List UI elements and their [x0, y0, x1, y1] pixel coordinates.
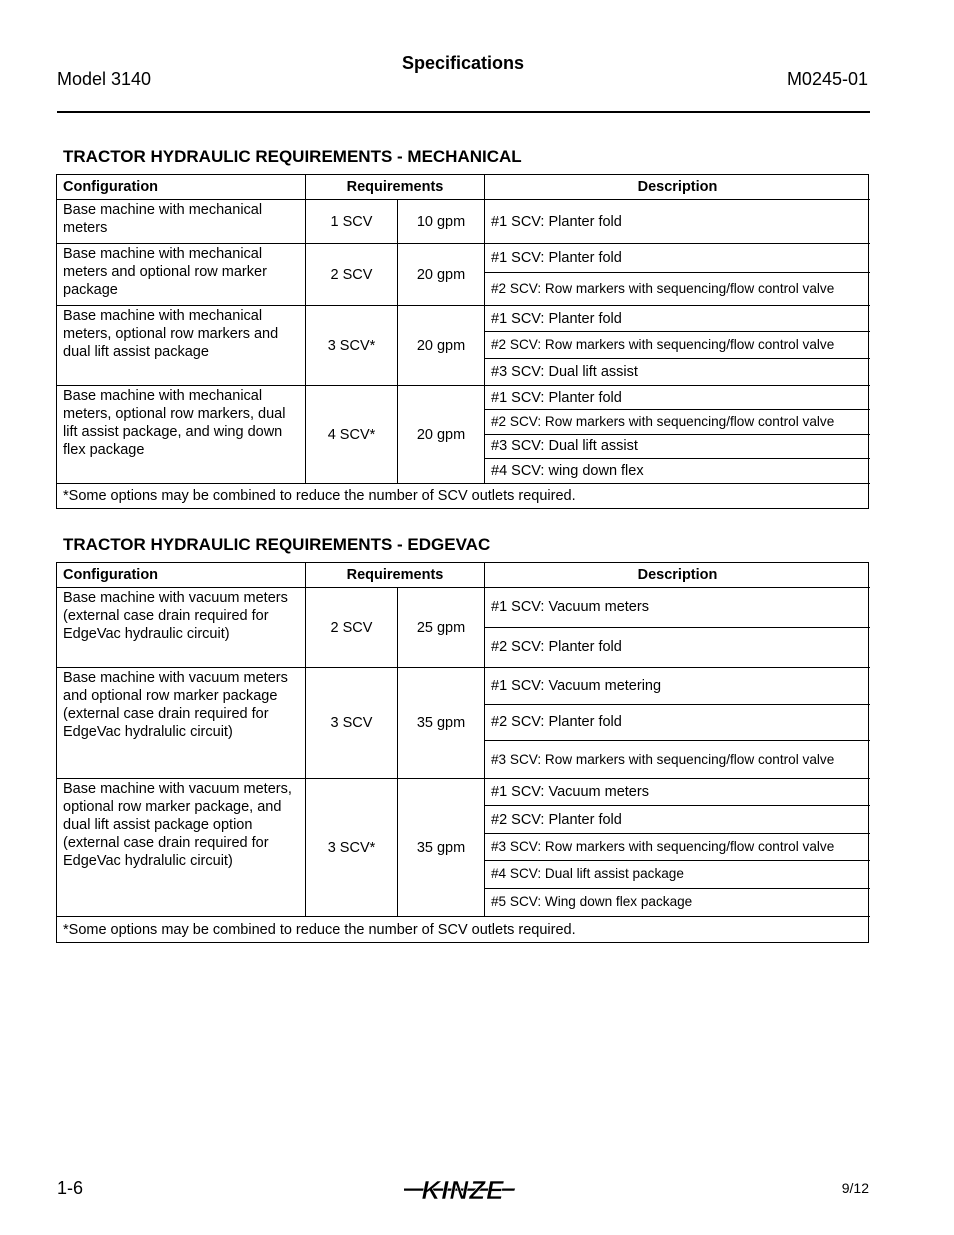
- row-configuration: Base machine with vacuum meters, optional row marker package, and dual lift assist package option (external case drain required for EdgeVac hydralulic circuit): [57, 779, 306, 917]
- header-description: Description: [485, 175, 870, 200]
- description-line: #2 SCV: Row markers with sequencing/flow control valve: [485, 410, 870, 434]
- row-configuration: Base machine with mechanical meters: [57, 200, 306, 244]
- table-footnote: *Some options may be combined to reduce the number of SCV outlets required.: [63, 488, 576, 504]
- row-scv: 3 SCV: [306, 668, 398, 779]
- row-scv: 3 SCV*: [306, 779, 398, 917]
- row-configuration: Base machine with mechanical meters, optional row markers, dual lift assist package, and wing down flex package: [57, 386, 306, 484]
- header-divider: [57, 111, 870, 113]
- description-line: #2 SCV: Row markers with sequencing/flow control valve: [491, 281, 835, 296]
- row-descriptions: [485, 779, 870, 917]
- description-line: #1 SCV: Planter fold: [485, 386, 870, 410]
- row-gpm: 20 gpm: [398, 386, 485, 484]
- row-configuration: Base machine with mechanical meters and optional row marker package: [57, 244, 306, 306]
- description-line: #1 SCV: Planter fold: [491, 213, 622, 230]
- mechanical-table-title: TRACTOR HYDRAULIC REQUIREMENTS - MECHANICAL: [63, 147, 522, 166]
- document-number: M0245-01: [786, 69, 868, 89]
- description-line: #4 SCV: wing down flex: [491, 462, 644, 479]
- edgevac-table-title: TRACTOR HYDRAULIC REQUIREMENTS - EDGEVAC: [63, 535, 491, 554]
- row-gpm: 35 gpm: [398, 779, 485, 917]
- row-descriptions: [485, 244, 870, 306]
- row-descriptions: [485, 200, 870, 244]
- header-requirements: Requirements: [306, 563, 485, 588]
- row-gpm: 20 gpm: [398, 306, 485, 386]
- page-number: 1-6: [57, 1178, 84, 1198]
- revision-date: 9/12: [841, 1180, 869, 1196]
- header-description: Description: [485, 563, 870, 588]
- row-gpm: 35 gpm: [398, 668, 485, 779]
- description-line: #4 SCV: Dual lift assist package: [485, 861, 870, 888]
- row-descriptions: [485, 668, 870, 779]
- edgevac-requirements-table: [56, 562, 869, 943]
- header-configuration: Configuration: [57, 563, 306, 588]
- description-line: #1 SCV: Vacuum metering: [485, 668, 870, 705]
- header-requirements: Requirements: [306, 175, 485, 200]
- row-gpm: 20 gpm: [398, 244, 485, 306]
- row-scv: 2 SCV: [306, 244, 398, 306]
- description-line: #3 SCV: Row markers with sequencing/flow control valve: [485, 834, 870, 861]
- row-scv: 3 SCV*: [306, 306, 398, 386]
- row-configuration: Base machine with vacuum meters (external case drain required for EdgeVac hydraulic circuit): [57, 588, 306, 668]
- description-line: #2 SCV: Row markers with sequencing/flow control valve: [485, 332, 870, 358]
- mechanical-requirements-table: [56, 174, 869, 509]
- row-scv: 4 SCV*: [306, 386, 398, 484]
- header-configuration: Configuration: [57, 175, 306, 200]
- model-label: Model 3140: [57, 69, 152, 89]
- description-line: #1 SCV: Vacuum meters: [485, 588, 870, 628]
- table-footnote: *Some options may be combined to reduce the number of SCV outlets required.: [63, 921, 576, 938]
- description-line: #5 SCV: Wing down flex package: [491, 894, 693, 910]
- row-scv: 2 SCV: [306, 588, 398, 668]
- description-line: #3 SCV: Dual lift assist: [485, 435, 870, 459]
- kinze-logo: [404, 1175, 522, 1205]
- description-line: #2 SCV: Planter fold: [491, 639, 622, 656]
- row-descriptions: [485, 306, 870, 386]
- row-descriptions: [485, 588, 870, 668]
- description-line: #1 SCV: Planter fold: [485, 306, 870, 332]
- row-gpm: 10 gpm: [398, 200, 485, 244]
- logo-text: KINZE: [421, 1175, 505, 1205]
- row-scv: 1 SCV: [306, 200, 398, 244]
- description-line: #1 SCV: Vacuum meters: [485, 779, 870, 806]
- row-descriptions: [485, 386, 870, 484]
- row-configuration: Base machine with vacuum meters and optional row marker package (external case drain required for EdgeVac hydralulic circuit): [57, 668, 306, 779]
- description-line: #3 SCV: Row markers with sequencing/flow control valve: [491, 751, 835, 767]
- description-line: #1 SCV: Planter fold: [485, 244, 870, 273]
- row-gpm: 25 gpm: [398, 588, 485, 668]
- description-line: #2 SCV: Planter fold: [485, 806, 870, 833]
- page-title: Specifications: [401, 53, 525, 73]
- description-line: #3 SCV: Dual lift assist: [491, 363, 638, 380]
- description-line: #2 SCV: Planter fold: [485, 705, 870, 742]
- row-configuration: Base machine with mechanical meters, optional row markers and dual lift assist package: [57, 306, 306, 386]
